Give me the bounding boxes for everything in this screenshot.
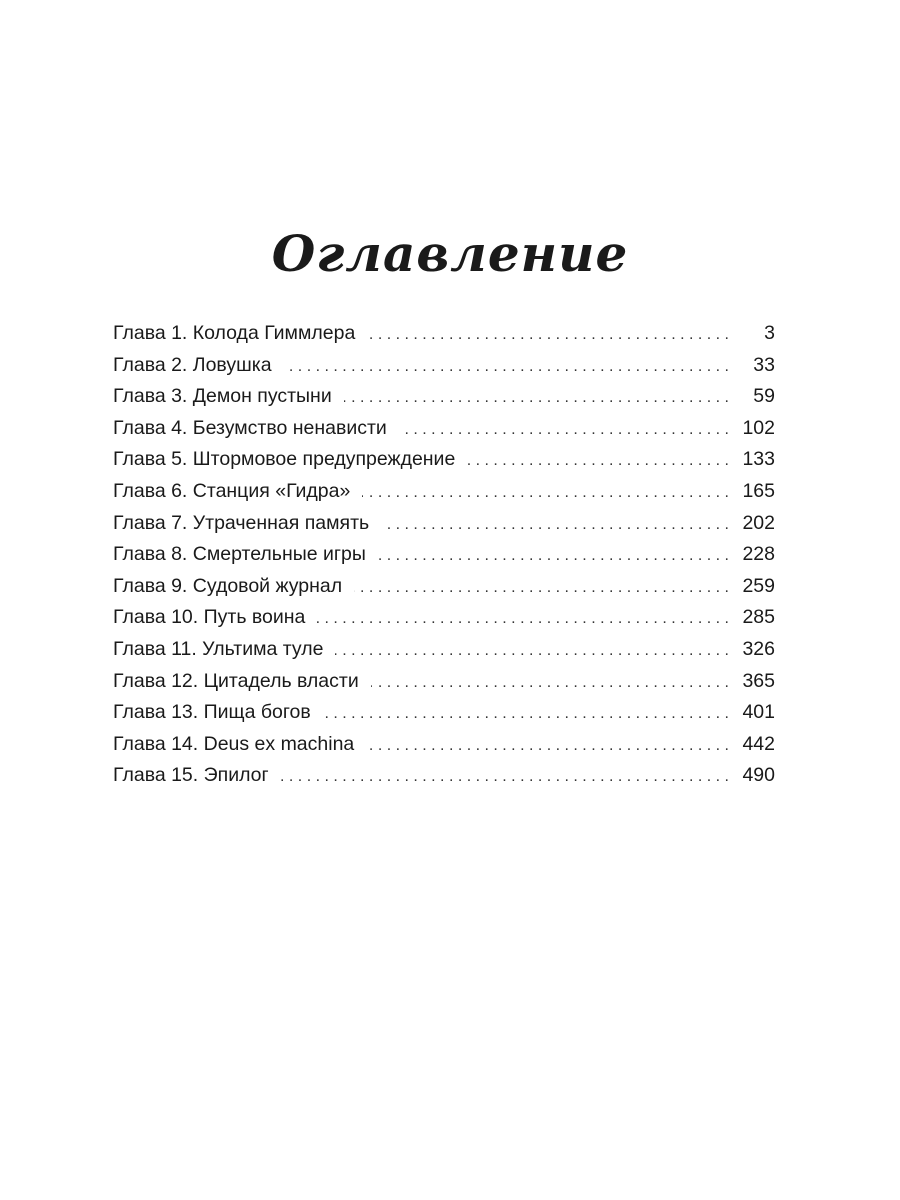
toc-entry-label: Глава 10. Путь воина [113,606,306,629]
dot-leader [362,477,729,509]
toc-entry-label: Глава 5. Штормовое предупреждение [113,448,456,471]
toc-entry-9[interactable] [113,571,775,603]
page-title: Оглавление [271,223,629,283]
toc-entry-page: 165 [742,479,775,502]
toc-entry-page: 59 [753,385,775,408]
toc-entry-5[interactable] [113,444,775,476]
toc-entry-label: Глава 8. Смертельные игры [113,543,366,566]
dot-leader [344,382,729,414]
toc-entry-label: Глава 7. Утраченная память [113,511,370,534]
dot-leader [399,414,729,446]
toc-entry-page: 33 [753,353,775,376]
dot-leader [378,540,729,572]
toc-entry-page: 228 [742,543,775,566]
toc-entry-8[interactable] [113,539,775,571]
toc-entry-3[interactable] [113,381,775,413]
toc-entry-label: Глава 12. Цитадель власти [113,669,359,692]
dot-leader [366,730,729,762]
dot-leader [284,351,729,383]
toc-entry-label: Глава 2. Ловушка [113,353,272,376]
toc-entry-label: Глава 3. Демон пустыни [113,385,332,408]
toc-entry-label: Глава 13. Пища богов [113,701,311,724]
dot-leader [371,667,729,699]
toc-entry-page: 490 [742,764,775,787]
toc-entry-10[interactable] [113,602,775,634]
toc-entry-label: Глава 4. Безумство ненависти [113,416,387,439]
dot-leader [354,572,729,604]
toc-entry-12[interactable] [113,666,775,698]
toc-entry-label: Глава 11. Ультима туле [113,637,324,660]
dot-leader [281,761,729,793]
toc-entry-label: Глава 9. Судовой журнал [113,574,343,597]
dot-leader [381,509,729,541]
toc-entry-page: 133 [742,448,775,471]
toc-entry-page: 3 [764,322,775,344]
toc-entry-page: 401 [742,701,775,724]
toc-entry-label: Глава 14. Deus ex machina [113,732,355,755]
toc-entry-14[interactable] [113,729,775,761]
toc-entry-11[interactable] [113,634,775,666]
toc-entry-6[interactable] [113,476,775,508]
dot-leader [467,445,729,477]
toc-entry-7[interactable] [113,508,775,540]
table-of-contents [113,318,775,792]
toc-entry-1[interactable] [113,318,775,350]
toc-entry-4[interactable] [113,413,775,445]
toc-entry-page: 442 [742,732,775,755]
toc-entry-label: Глава 6. Станция «Гидра» [113,479,351,502]
toc-entry-page: 202 [742,511,775,534]
dot-leader [367,319,729,351]
toc-entry-label: Глава 1. Колода Гиммлера [113,322,356,344]
toc-entry-15[interactable] [113,760,775,792]
toc-entry-page: 102 [742,416,775,439]
dot-leader [323,698,729,730]
toc-entry-page: 285 [742,606,775,629]
toc-entry-page: 259 [742,574,775,597]
toc-entry-page: 326 [742,637,775,660]
toc-entry-label: Глава 15. Эпилог [113,764,269,787]
dot-leader [317,603,729,635]
toc-entry-2[interactable] [113,350,775,382]
dot-leader [335,635,729,667]
toc-entry-13[interactable] [113,697,775,729]
toc-entry-page: 365 [742,669,775,692]
